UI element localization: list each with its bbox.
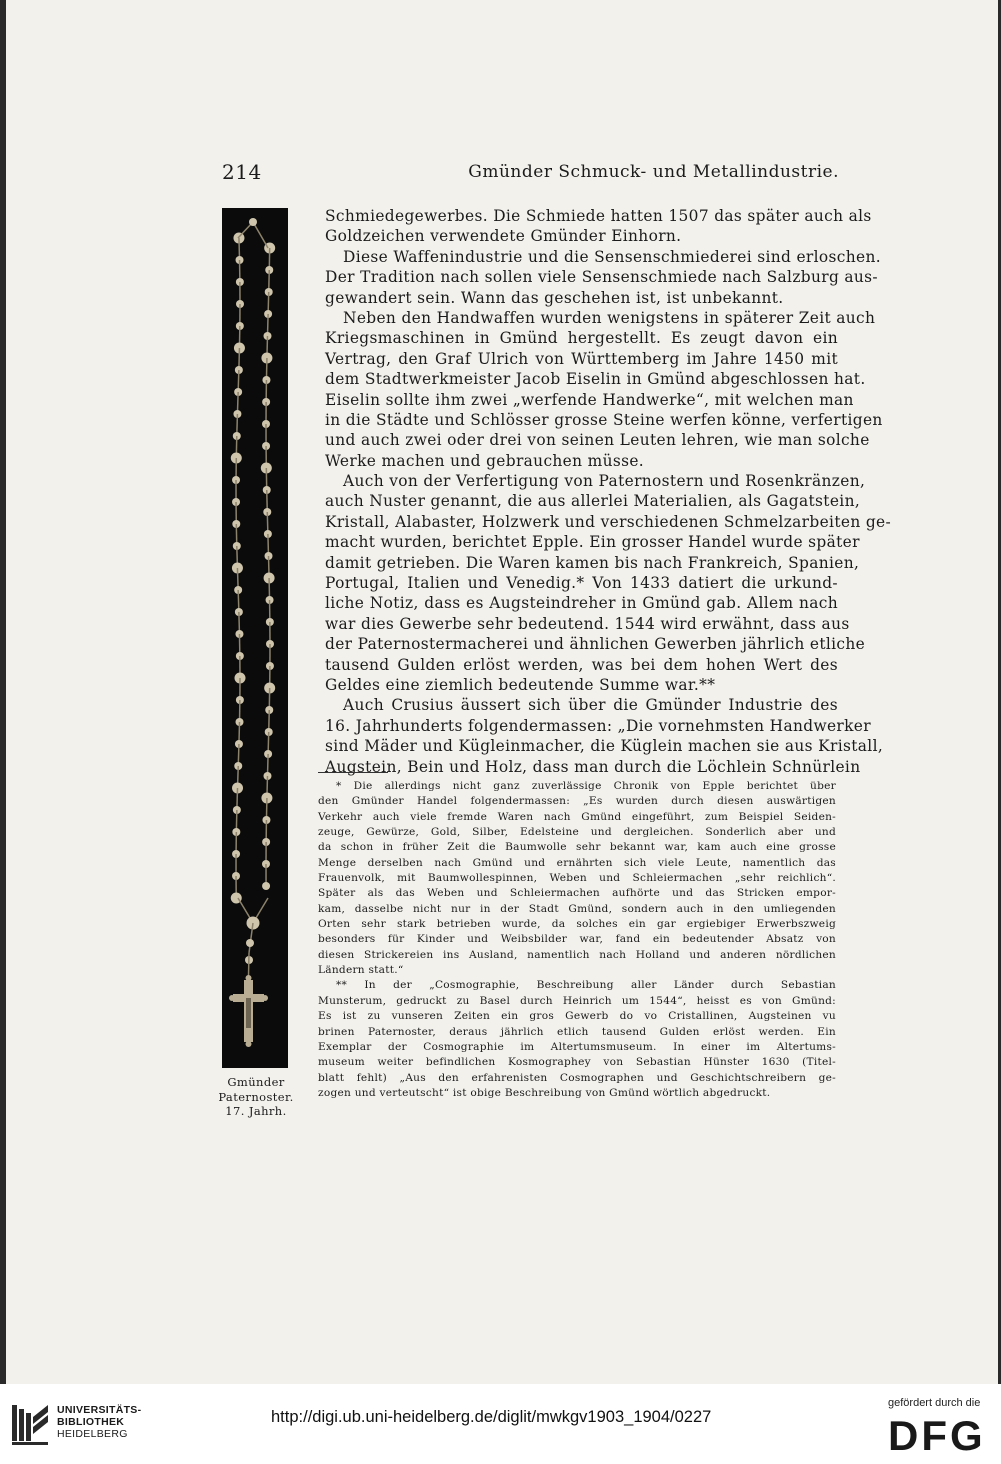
body-line: Kristall, Alabaster, Holzwerk und verschiedenen Schmelzarbeiten ge-	[325, 512, 892, 531]
footnote-line: besonders für Kinder und Weibsbilder war, fand ein bedeutender Absatz von	[318, 933, 836, 946]
bead	[249, 218, 257, 226]
rosary-photograph	[222, 208, 288, 1068]
body-line: Kriegsmaschinen in Gmünd hergestellt. Es zeugt davon ein	[325, 329, 838, 348]
body-line: Geldes eine ziemlich bedeutende Summe war.**	[325, 675, 716, 694]
footnote-line: Menge derselben nach Gmünd und ernährten sich viele Leute, namentlich das	[318, 856, 836, 869]
body-line: Neben den Handwaffen wurden wenigstens in späterer Zeit auch	[343, 308, 876, 327]
body-line: Schmiedegewerbes. Die Schmiede hatten 1507 das später auch als	[325, 207, 872, 225]
institution-line: BIBLIOTHEK	[57, 1416, 125, 1428]
footnote-line: Munsterum, gedruckt zu Basel durch Heinrich um 1544“, heisst es von Gmünd:	[318, 994, 836, 1007]
body-line: 16. Jahrhunderts folgendermassen: „Die vornehmsten Handwerker	[325, 716, 871, 735]
footnote-line: museum weiter befindlichen Kosmographey von Sebastian Hünster 1630 (Titel-	[318, 1056, 836, 1069]
body-line: Goldzeichen verwendete Gmünder Einhorn.	[325, 227, 682, 246]
footnote-line: Ländern statt.“	[318, 964, 404, 977]
body-line: Diese Waffenindustrie und die Sensenschmiederei sind erloschen.	[343, 247, 881, 266]
body-line: Augstein, Bein und Holz, dass man durch die Löchlein Schnürlein	[325, 757, 861, 776]
body-line: Der Tradition nach sollen viele Sensenschmiede nach Salzburg aus-	[325, 268, 878, 287]
dfg-logo: DFG	[888, 1412, 986, 1459]
body-line: Auch von der Verfertigung von Paternostern und Rosenkränzen,	[343, 472, 866, 491]
footnote-line: Es ist zu vunseren Zeiten ein gros Gewerb do vo Cristallinen, Augsteinen vu	[318, 1010, 836, 1023]
body-line: tausend Gulden erlöst werden, was bei dem hohen Wert des	[325, 655, 838, 674]
footnote-line: Frauenvolk, mit Baumwollespinnen, Weben und Schleiermachen „sehr reichlich“.	[318, 872, 836, 885]
footnote-line: * Die allerdings nicht ganz zuverlässige Chronik von Epple berichtet über	[336, 780, 836, 792]
footnote-line: ** In der „Cosmographie, Beschreibung aller Länder durch Sebastian	[336, 979, 836, 992]
footnote-line: blatt fehlt) „Aus den erfahrenisten Cosmographen und Geschichtschreibern ge-	[318, 1071, 836, 1084]
footnote-rule	[318, 772, 388, 773]
institution-name	[57, 1404, 141, 1440]
running-head: Gmünder Schmuck- und Metallindustrie.	[468, 162, 839, 182]
body-line: damit getrieben. Die Waren kamen bis nach Frankreich, Spanien,	[325, 553, 860, 572]
university-library-logo-icon	[10, 1402, 50, 1446]
body-line: Portugal, Italien und Venedig.* Von 1433 datiert die urkund-	[325, 574, 838, 593]
footnote-line: Später als das Weben und Schleiermachen aufhörte und das Stricken empor-	[318, 887, 836, 900]
footnote-line: brinen Paternoster, deraus jährlich etlich tausend Gulden erlöst werden. Ein	[318, 1025, 836, 1038]
caption-line: 17. Jahrh.	[225, 1104, 287, 1118]
body-line: auch Nuster genannt, die aus allerlei Materialien, als Gagatstein,	[325, 492, 861, 511]
footnotes	[318, 779, 836, 1101]
body-line: sind Mäder und Kügleinmacher, die Küglein machen sie aus Kristall,	[325, 737, 884, 756]
body-line: Auch Crusius äussert sich über die Gmünder Industrie des	[343, 696, 838, 715]
body-line: Eiselin sollte ihm zwei „werfende Handwerke“, mit welchen man	[325, 390, 854, 409]
body-line: gewandert sein. Wann das geschehen ist, ist unbekannt.	[325, 288, 784, 307]
footnote-line: zeuge, Gewürze, Gold, Silber, Edelsteine und dergleichen. Sonderlich aber und	[318, 826, 836, 839]
body-line: und auch zwei oder drei von seinen Leuten lehren, wie man solche	[325, 431, 870, 450]
body-line: liche Notiz, dass es Augsteindreher in Gmünd gab. Allem nach	[325, 594, 838, 613]
institution-line: HEIDELBERG	[57, 1428, 128, 1440]
body-line: dem Stadtwerkmeister Jacob Eiselin in Gmünd abgeschlossen hat.	[325, 370, 866, 389]
body-line: Vertrag, den Graf Ulrich von Württemberg im Jahre 1450 mit	[325, 349, 838, 368]
footnote-line: den Gmünder Handel folgendermassen: „Es wurden durch diesen auswärtigen	[318, 795, 836, 808]
figure-caption	[208, 1075, 304, 1119]
bead	[246, 939, 254, 947]
institution-line: UNIVERSITÄTS-	[57, 1404, 142, 1416]
body-line: Werke machen und gebrauchen müsse.	[325, 451, 645, 470]
permalink-url[interactable]: http://digi.ub.uni-heidelberg.de/diglit/mwkgv1903_1904/0227	[271, 1408, 712, 1426]
bead-link	[249, 953, 250, 976]
footnote-line: zogen und verteutscht“ ist obige Beschreibung von Gmünd wörtlich abgedruckt.	[318, 1086, 771, 1099]
footnote-line: Exemplar der Cosmographie im Altertumsmuseum. In einer im Altertums-	[318, 1040, 836, 1053]
body-line: war dies Gewerbe sehr bedeutend. 1544 wird erwähnt, dass aus	[325, 614, 850, 633]
footnote-line: Verkehr auch viele fremde Waren nach Gmünd eingeführt, zum Beispiel Seiden-	[318, 810, 836, 823]
footnote-line: da schon in früher Zeit die Baumwolle sehr bekannt war, kam auch eine grosse	[318, 841, 836, 854]
funded-by-label: gefördert durch die	[888, 1397, 981, 1409]
footnote-line: diesen Strickereien ins Ausland, namentlich nach Holland und anderen nördlichen	[318, 948, 836, 961]
caption-line: Gmünder	[227, 1075, 285, 1089]
main-text	[325, 206, 892, 777]
rosary-illustration	[222, 208, 288, 1068]
caption-line: Paternoster.	[218, 1089, 294, 1104]
body-line: macht wurden, berichtet Epple. Ein grosser Handel wurde später	[325, 533, 860, 552]
bead	[262, 882, 270, 890]
body-line: in die Städte und Schlösser grosse Steine werfen könne, verfertigen	[325, 410, 883, 429]
footnote-line: kam, dasselbe nicht nur in der Stadt Gmünd, sondern auch in den umliegenden	[318, 902, 836, 915]
page-number: 214	[222, 160, 262, 184]
body-line: der Paternostermacherei und ähnlichen Gewerben jährlich etliche	[325, 635, 866, 654]
footnote-line: Orten sehr stark betrieben wurde, da solches ein gar ergiebiger Erwerbszweig	[318, 918, 836, 931]
